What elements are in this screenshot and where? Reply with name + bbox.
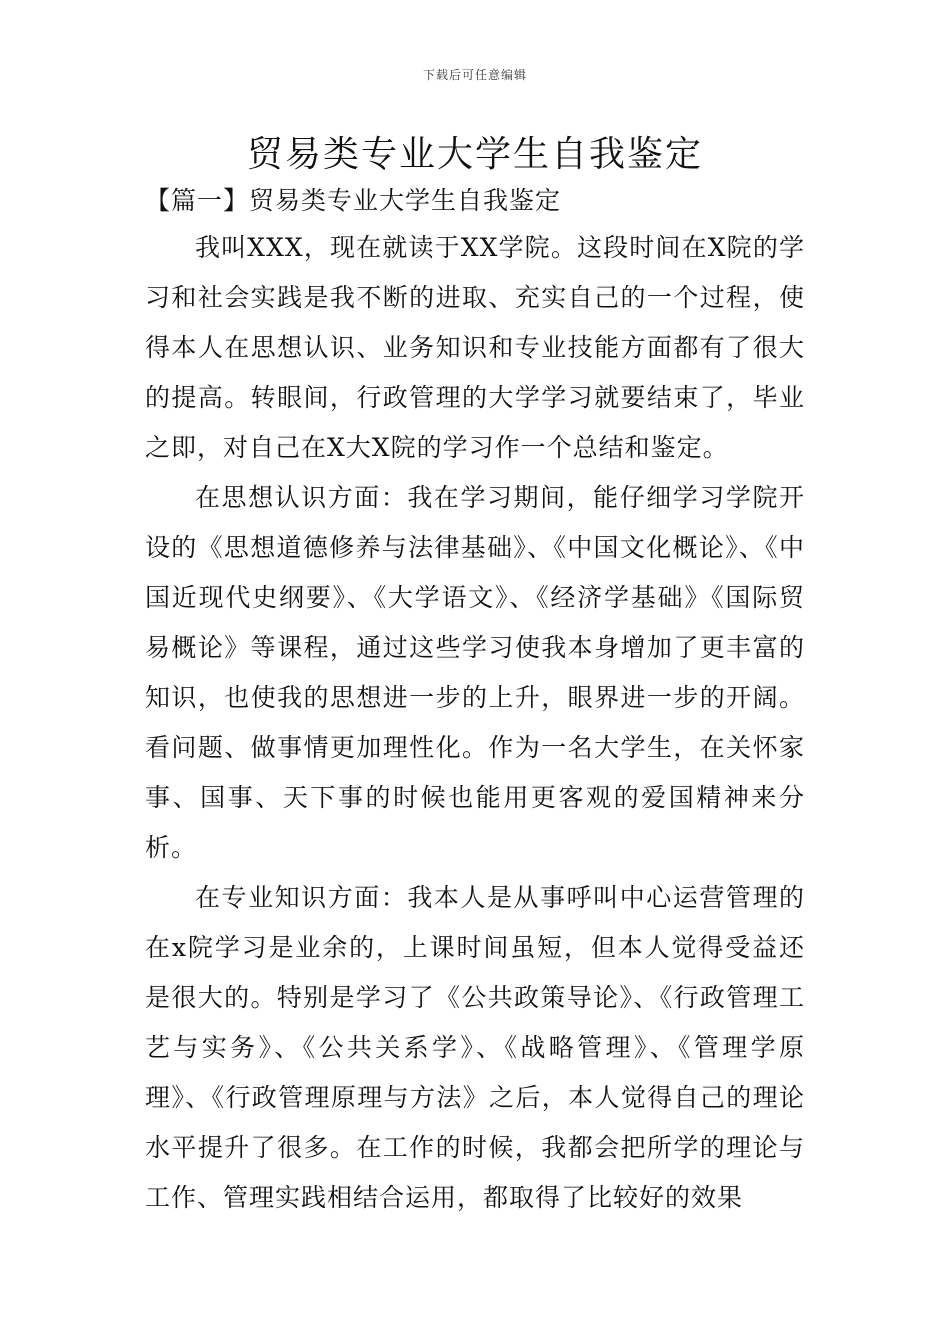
page-header-note: 下载后可任意编辑 bbox=[422, 68, 527, 82]
document-body bbox=[145, 223, 805, 1223]
paragraph-professional-knowledge: 在专业知识方面：我本人是从事呼叫中心运营管理的在x院学习是业余的，上课时间虽短，但本人觉得受益还是很大的。特别是学习了《公共政策导论》、《行政管理工艺与实务》、《公共关系学》、《战略管理》、《管理学原理》、《行政管理原理与方法》之后，本人觉得自己的理论水平提升了很多。在工作的时候，我都会把所学的理论与工作、管理实践相结合运用，都取得了比较好的效果 bbox=[145, 883, 805, 1212]
paragraph-intro: 我叫XXX，现在就读于XX学院。这段时间在X院的学习和社会实践是我不断的进取、充实自己的一个过程，使得本人在思想认识、业务知识和专业技能方面都有了很大的提高。转眼间，行政管理的大学学习就要结束了，毕业之即，对自己在X大X院的学习作一个总结和鉴定。 bbox=[145, 233, 805, 462]
section-heading: 【篇一】贸易类专业大学生自我鉴定 bbox=[145, 186, 562, 215]
page-title: 贸易类专业大学生自我鉴定 bbox=[246, 134, 703, 175]
paragraph-ideology: 在思想认识方面：我在学习期间，能仔细学习学院开设的《思想道德修养与法律基础》、《中国文化概论》、《中国近现代史纲要》、《大学语文》、《经济学基础》《国际贸易概论》等课程，通过这些学习使我本身增加了更丰富的知识，也使我的思想进一步的上升，眼界进一步的开阔。看问题、做事情更加理性化。作为一名大学生，在关怀家事、国事、天下事的时候也能用更客观的爱国精神来分析。 bbox=[145, 483, 805, 862]
